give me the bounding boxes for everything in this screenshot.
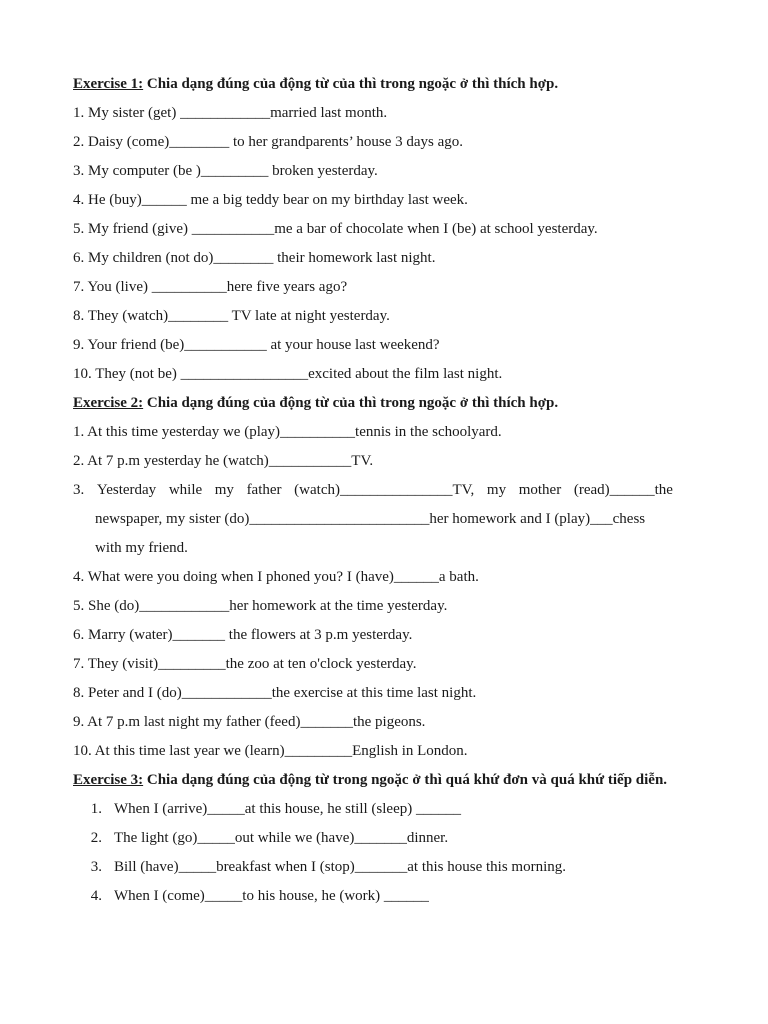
exercise3-instruction: Chia dạng đúng của động từ trong ngoặc ở thì quá khứ đơn và quá khứ tiếp diễn. — [143, 772, 668, 788]
ex3-item-3 — [73, 853, 733, 882]
ex1-item-7: 7. You (live) __________here five years ago? — [73, 279, 348, 295]
ex2-item-3-word: (watch)_______________TV, — [294, 482, 475, 498]
ex2-item-6: 6. Marry (water)_______ the flowers at 3 p.m yesterday. — [73, 627, 413, 643]
ex1-item-3: 3. My computer (be )_________ broken yesterday. — [73, 163, 378, 179]
ex1-item-5: 5. My friend (give) ___________me a bar of chocolate when I (be) at school yesterday. — [73, 221, 598, 237]
ex1-item-9: 9. Your friend (be)___________ at your house last weekend? — [73, 337, 440, 353]
ex1-item-6: 6. My children (not do)________ their homework last night. — [73, 250, 436, 266]
ex2-item-2: 2. At 7 p.m yesterday he (watch)___________TV. — [73, 453, 374, 469]
exercise1-label: Exercise 1: — [73, 76, 144, 92]
ex3-item-text: The light (go)_____out while we (have)_______dinner. — [114, 830, 449, 846]
ex3-item-number: 2. — [90, 830, 102, 846]
ex2-item-3-word: (read)______the — [573, 482, 673, 498]
ex2-item-10: 10. At this time last year we (learn)_________English in London. — [73, 743, 468, 759]
ex1-item-1: 1. My sister (get) ____________married last month. — [73, 105, 388, 121]
ex3-item-1 — [73, 795, 733, 824]
ex2-item-3-line2: newspaper, my sister (do)________________________her homework and I (play)___chess — [95, 511, 646, 527]
ex2-item-5: 5. She (do)____________her homework at the time yesterday. — [73, 598, 448, 614]
ex2-item-3-word: father — [246, 482, 282, 498]
ex2-item-3-line3: with my friend. — [95, 540, 188, 556]
ex2-item-3-line1 — [73, 476, 673, 505]
ex1-item-10: 10. They (not be) _________________excited about the film last night. — [73, 366, 503, 382]
ex2-item-9: 9. At 7 p.m last night my father (feed)_______the pigeons. — [73, 714, 426, 730]
worksheet-page — [73, 70, 733, 911]
ex2-item-3-word: 3. — [73, 482, 85, 498]
ex2-item-4: 4. What were you doing when I phoned you? I (have)______a bath. — [73, 569, 479, 585]
exercise1-instruction: Chia dạng đúng của động từ của thì trong ngoặc ở thì thích hợp. — [143, 76, 559, 92]
ex3-item-number: 1. — [90, 801, 102, 817]
exercise3-heading — [73, 766, 733, 795]
ex1-item-2: 2. Daisy (come)________ to her grandparents’ house 3 days ago. — [73, 134, 464, 150]
ex3-item-text: When I (arrive)_____at this house, he still (sleep) ______ — [114, 801, 461, 817]
ex2-item-8: 8. Peter and I (do)____________the exercise at this time last night. — [73, 685, 477, 701]
ex3-item-number: 4. — [90, 888, 102, 904]
ex2-item-7: 7. They (visit)_________the zoo at ten o'clock yesterday. — [73, 656, 417, 672]
exercise2-instruction: Chia dạng đúng của động từ của thì trong ngoặc ở thì thích hợp. — [143, 395, 559, 411]
ex2-item-3-word: mother — [518, 482, 562, 498]
ex2-item-3-word: my — [486, 482, 507, 498]
ex2-item-3-word: Yesterday — [96, 482, 157, 498]
exercise1-heading — [73, 70, 733, 99]
ex3-item-number: 3. — [90, 859, 102, 875]
exercise2-label: Exercise 2: — [73, 395, 144, 411]
ex2-item-1: 1. At this time yesterday we (play)__________tennis in the schoolyard. — [73, 424, 502, 440]
ex2-item-3-word: while — [168, 482, 203, 498]
ex3-item-4 — [73, 882, 733, 911]
ex3-item-text: When I (come)_____to his house, he (work) ______ — [114, 888, 429, 904]
ex1-item-4: 4. He (buy)______ me a big teddy bear on my birthday last week. — [73, 192, 468, 208]
exercise2-heading — [73, 389, 733, 418]
ex2-item-3-word: my — [214, 482, 234, 498]
ex1-item-8: 8. They (watch)________ TV late at night yesterday. — [73, 308, 390, 324]
ex3-item-text: Bill (have)_____breakfast when I (stop)_______at this house this morning. — [114, 859, 567, 875]
exercise3-label: Exercise 3: — [73, 772, 144, 788]
ex3-item-2 — [73, 824, 733, 853]
